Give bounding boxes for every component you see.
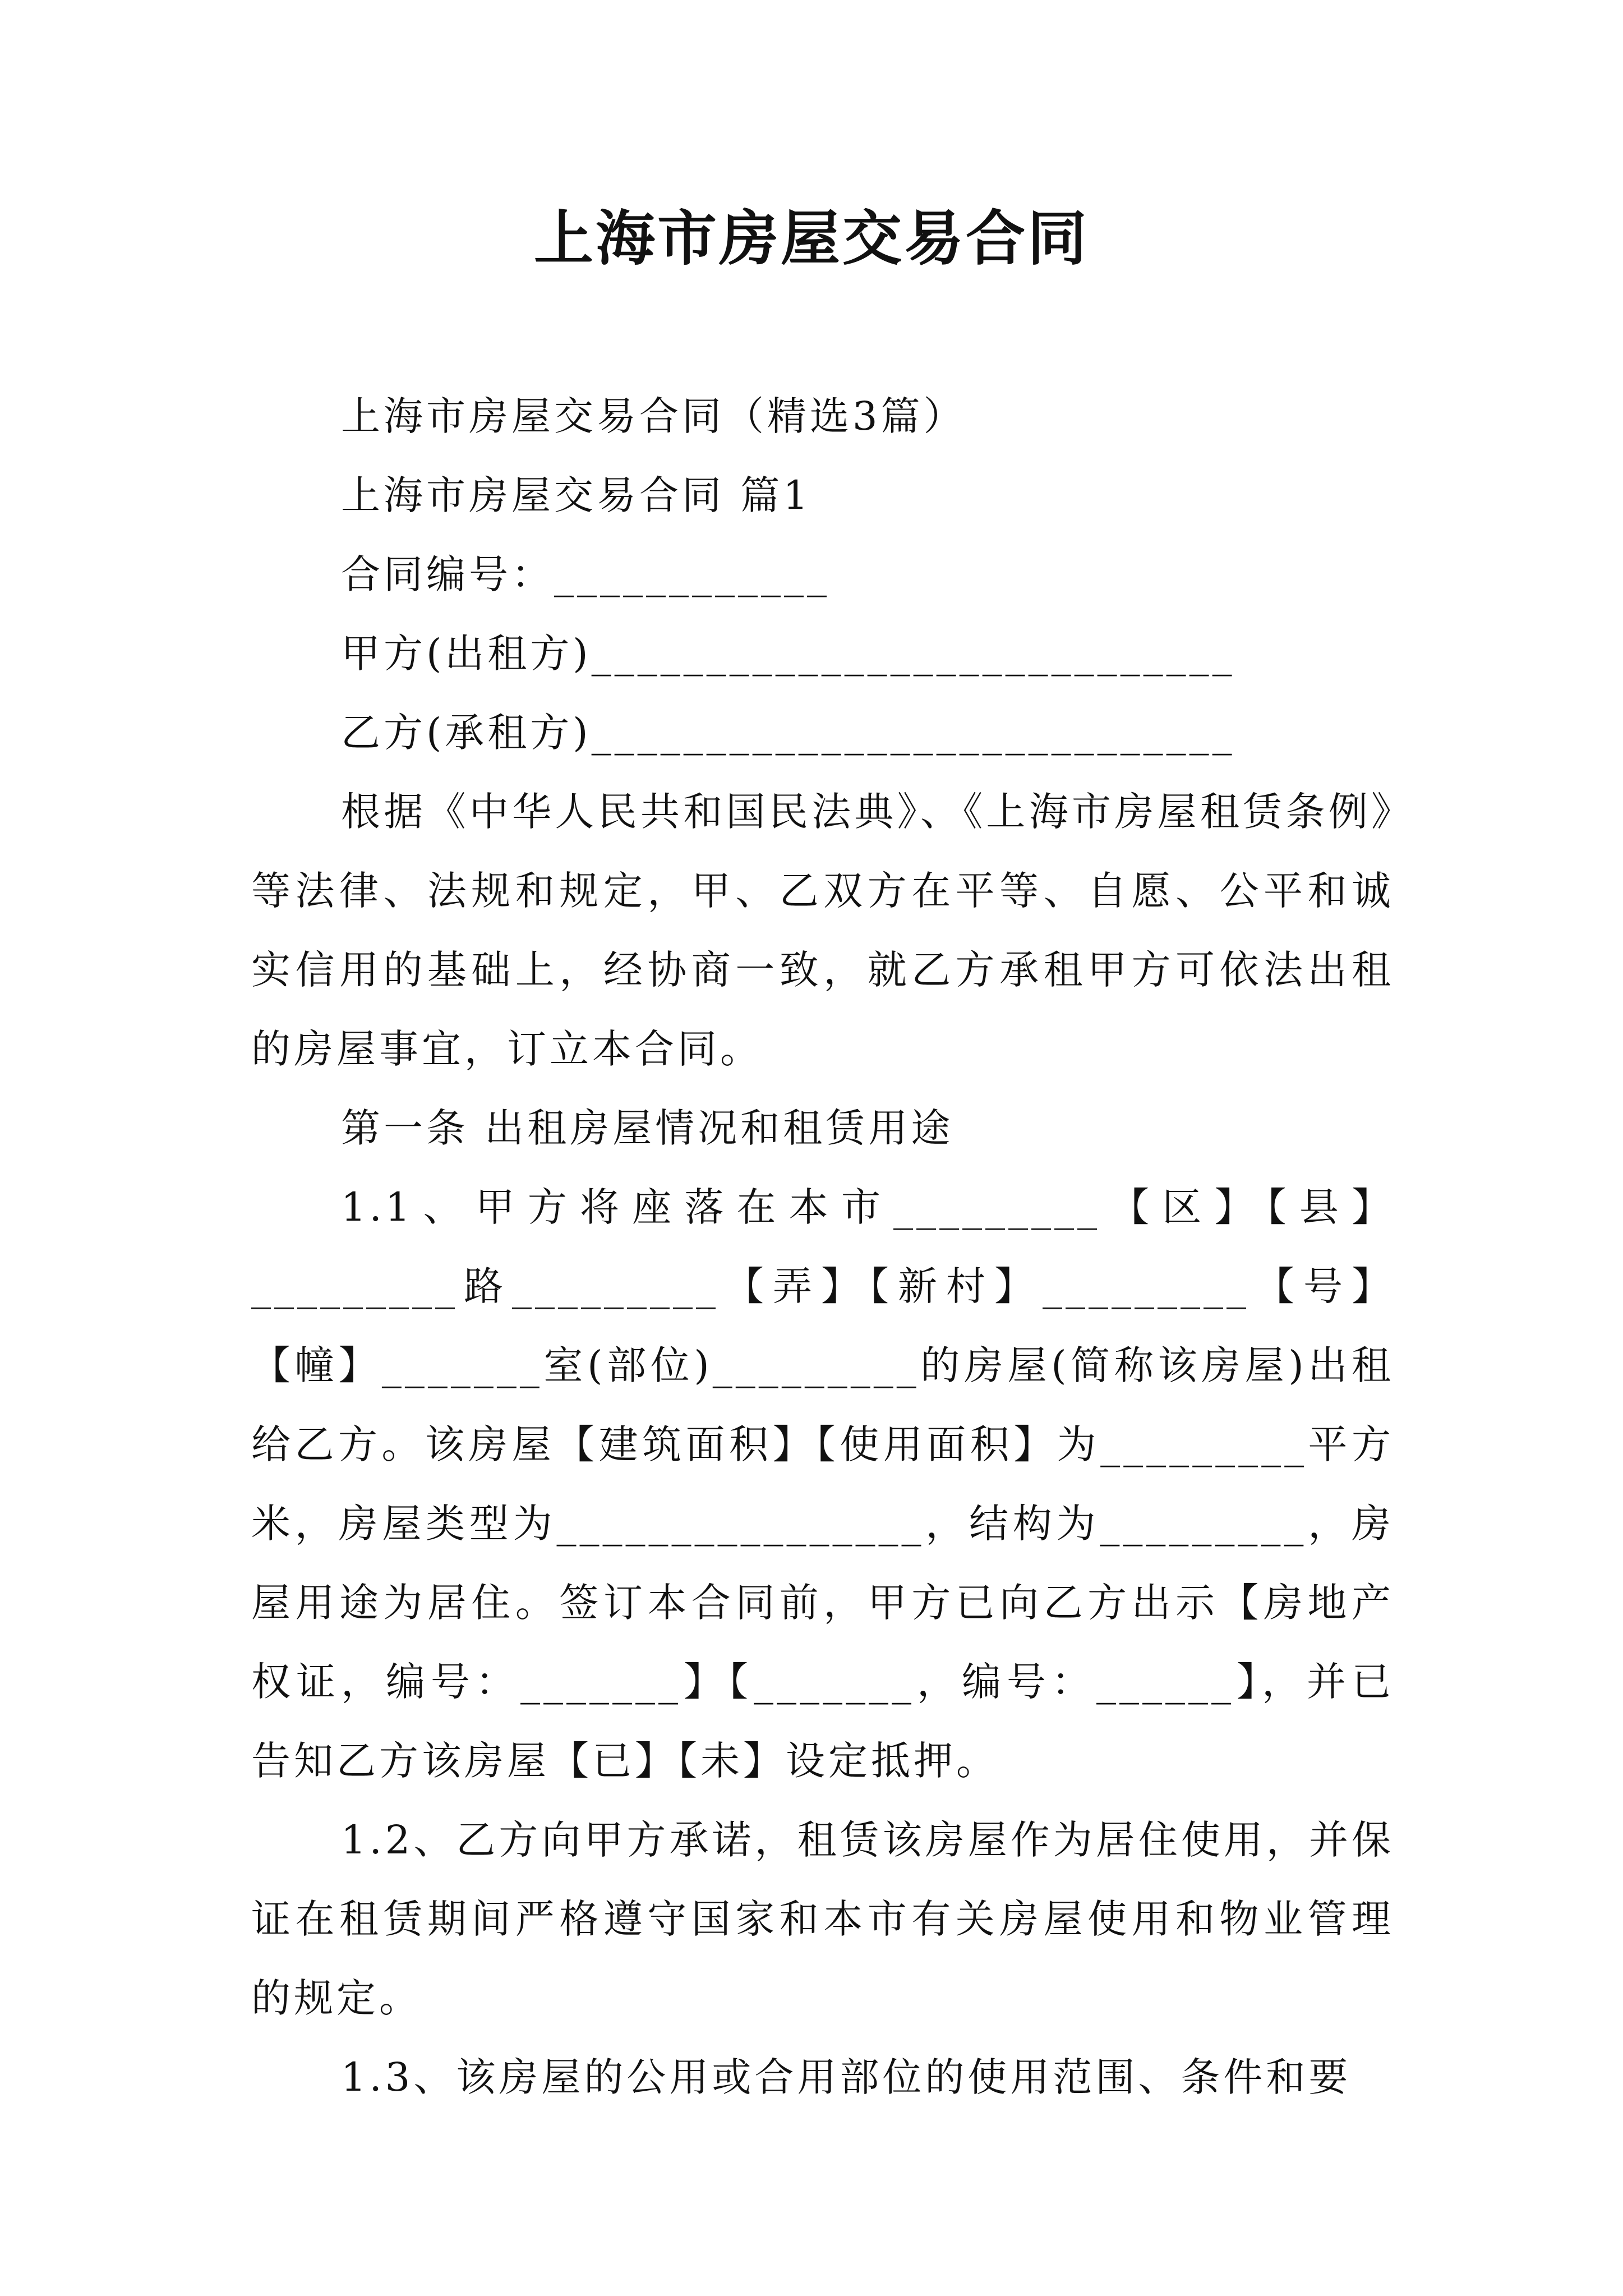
document-body bbox=[251, 377, 1394, 2117]
paragraph-subtitle: 上海市房屋交易合同（精选3篇） bbox=[341, 393, 966, 439]
paragraph-preamble: 根据《中华人民共和国民法典》、《上海市房屋租赁条例》等法律、法规和规定，甲、乙双方在平等、自愿、公平和诚实信用的基础上，经协商一致，就乙方承租甲方可依法出租的房屋事宜，订立本合同。 bbox=[251, 789, 1394, 1072]
paragraph-clause-1-2: 1.2、乙方向甲方承诺，租赁该房屋作为居住使用，并保证在租赁期间严格遵守国家和本市有关房屋使用和物业管理的规定。 bbox=[251, 1817, 1394, 2021]
paragraph-article-1-heading: 第一条 出租房屋情况和租赁用途 bbox=[341, 1105, 954, 1151]
paragraph-clause-1-3: 1.3、该房屋的公用或合用部位的使用范围、条件和要 bbox=[341, 2054, 1352, 2100]
paragraph-party-b: 乙方(承租方)____________________________ bbox=[341, 710, 1235, 756]
paragraph-clause-1-1: 1.1、甲方将座落在本市_________【区】【县】_________路_________【弄】【新村】_________【号】【幢】_______室(部位)_________的房屋(简称该房屋)出租给乙方。该房屋【建筑面积】【使用面积】为_________平方米，房屋类型为________________，结构为_________，房屋用途为居住。签订本合同前，甲方已向乙方出示【房地产权证，编号：_______】【_______，编号：______】，并已告知乙方该房屋【已】【未】设定抵押。 bbox=[251, 1184, 1394, 1784]
paragraph-party-a: 甲方(出租方)____________________________ bbox=[341, 631, 1235, 677]
document-title: 上海市房屋交易合同 bbox=[534, 203, 1089, 273]
paragraph-contract-number: 合同编号：____________ bbox=[341, 551, 830, 597]
paragraph-section-heading: 上海市房屋交易合同 篇1 bbox=[341, 472, 811, 518]
